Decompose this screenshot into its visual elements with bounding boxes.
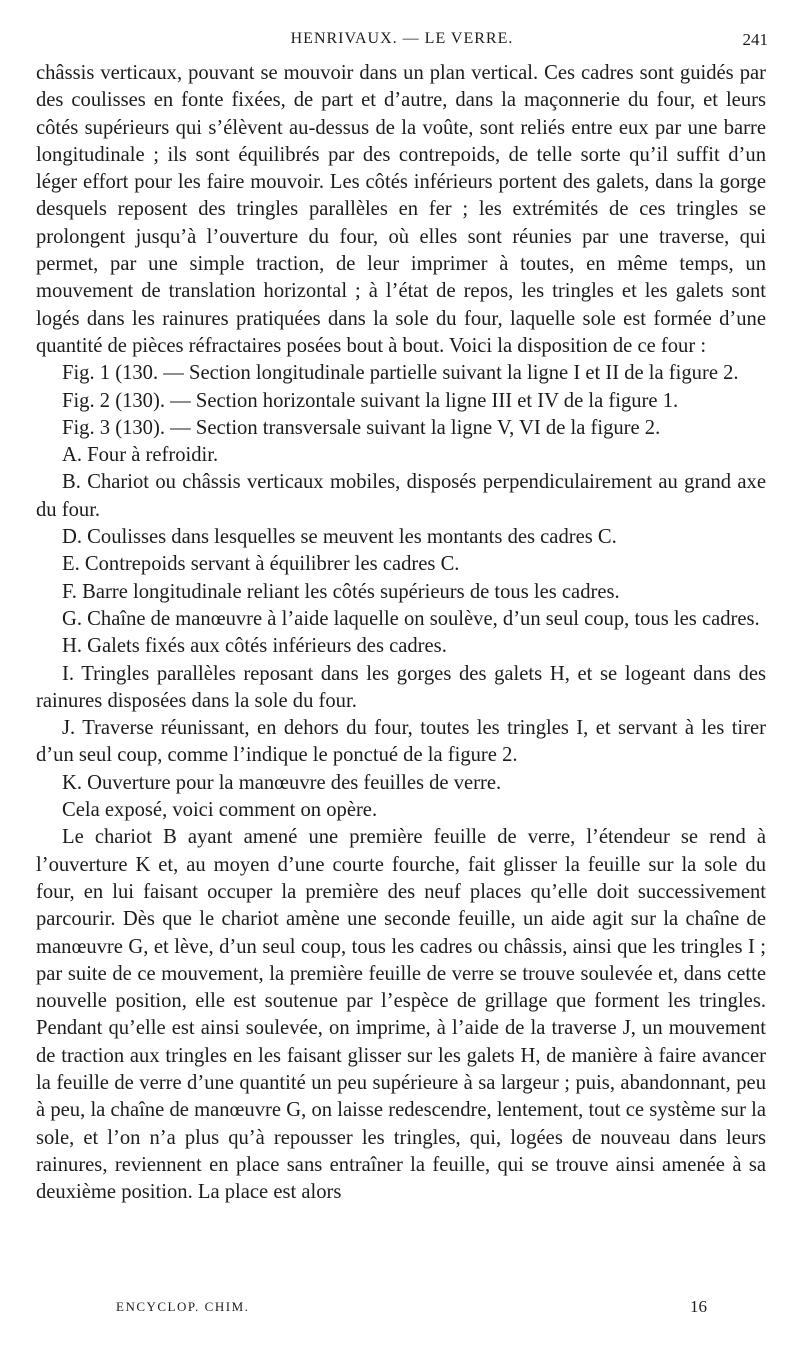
legend-item-k: K. Ouverture pour la manœuvre des feuilles de verre.	[62, 771, 502, 794]
signature-number: 16	[690, 1297, 707, 1316]
figure-caption-2: Fig. 2 (130). — Section horizontale suivant la ligne III et IV de la figure 1.	[62, 389, 679, 412]
paragraph-procedure: Le chariot B ayant amené une première feuille de verre, l’étendeur se rend à l’ouverture K et, au moyen d’une courte fourche, fait glisser la feuille sur la sole du four, en lui faisant occuper la première des neuf places qu’elle doit successivement parcourir. Dès que le chariot amène une seconde feuille, un aide agit sur la chaîne de manœuvre G, et lève, d’un seul coup, tous les cadres ou châssis, ainsi que les tringles I ; par suite de ce mouvement, la première feuille de verre se trouve soulevée et, dans cette nouvelle position, elle est soutenue par l’espèce de grillage que forment les tringles. Pendant qu’elle est ainsi soulevée, on imprime, à l’aide de la traverse J, un mouvement de traction aux tringles en les faisant glisser sur les galets H, de manière à faire avancer la feuille de verre d’une quantité un peu supérieure à sa largeur ; puis, abandonnant, peu à peu, la chaîne de manœuvre G, on laisse redescendre, lentement, tout ce système sur la sole, et l’on n’a plus qu’à repousser les tringles, qui, logées de nouveau dans leurs rainures, reviennent en place sans entraîner la feuille, qui se trouve ainsi amenée à sa deuxième position. La place est alors	[36, 826, 766, 1204]
legend-item-f: F. Barre longitudinale reliant les côtés supérieurs de tous les cadres.	[62, 580, 620, 603]
legend-item-d: D. Coulisses dans lesquelles se meuvent les montants des cadres C.	[62, 526, 617, 549]
page-header	[36, 30, 768, 56]
legend-item-a: A. Four à refroidir.	[62, 444, 219, 467]
figure-caption-1: Fig. 1 (130. — Section longitudinale partielle suivant la ligne I et II de la figure 2.	[62, 362, 739, 385]
paragraph-continuation: châssis verticaux, pouvant se mouvoir dans un plan vertical. Ces cadres sont guidés par des coulisses en fonte fixées, de part et d’autre, dans la maçonnerie du four, et leurs côtés supérieurs qui s’élèvent au-dessus de la voûte, sont reliés entre eux par une barre longitudinale ; ils sont équilibrés par des contrepoids, de telle sorte qu’il suffit d’un léger effort pour les faire mouvoir. Les côtés inférieurs portent des galets, dans la gorge desquels reposent des tringles parallèles en fer ; les extrémités de ces tringles se prolongent jusqu’à l’ouverture du four, où elles sont réunies par une traverse, qui permet, par une simple traction, de leur imprimer à toutes, en même temps, un mouvement de translation horizontal ; à l’état de repos, les tringles et les galets sont logés dans les rainures pratiquées dans la sole du four, laquelle sole est formée d’une quantité de pièces réfractaires posées bout à bout. Voici la disposition de ce four :	[36, 62, 766, 357]
running-head: HENRIVAUX. — LE VERRE.	[290, 30, 514, 47]
signature-label: ENCYCLOP. CHIM.	[116, 1299, 250, 1314]
legend-item-h: H. Galets fixés aux côtés inférieurs des cadres.	[62, 635, 447, 658]
body-text	[36, 60, 766, 1206]
legend-item-g: G. Chaîne de manœuvre à l’aide laquelle on soulève, d’un seul coup, tous les cadres.	[62, 607, 760, 630]
legend-item-b: B. Chariot ou châssis verticaux mobiles, disposés perpendiculairement au grand axe du four.	[36, 471, 766, 521]
legend-item-i: I. Tringles parallèles reposant dans les gorges des galets H, et se logeant dans des rainures disposées dans la sole du four.	[36, 662, 766, 712]
page-footer	[36, 1297, 768, 1321]
legend-item-e: E. Contrepoids servant à équilibrer les cadres C.	[62, 553, 460, 576]
figure-caption-3: Fig. 3 (130). — Section transversale suivant la ligne V, VI de la figure 2.	[62, 416, 661, 439]
legend-item-j: J. Traverse réunissant, en dehors du four, toutes les tringles I, et servant à les tirer d’un seul coup, comme l’indique le ponctué de la figure 2.	[36, 717, 766, 767]
page-number: 241	[742, 30, 768, 49]
paragraph-intro: Cela exposé, voici comment on opère.	[62, 799, 378, 822]
